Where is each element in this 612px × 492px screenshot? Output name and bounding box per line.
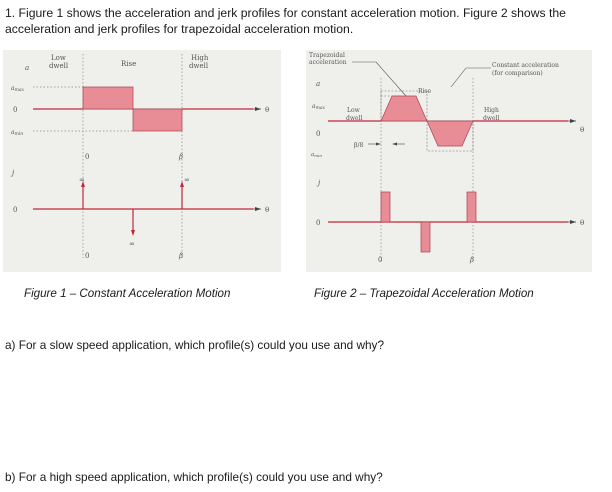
figure-1-background — [3, 50, 281, 272]
a-axis-label: a — [25, 64, 30, 72]
question-a: a) For a slow speed application, which profile(s) could you use and why? — [5, 338, 385, 352]
figure-1-plot — [3, 50, 281, 272]
infinity-label-2: ∞ — [129, 240, 135, 248]
jerk-pulse-3 — [467, 192, 476, 222]
theta-j-label: θ — [265, 206, 270, 214]
infinity-label-1: ∞ — [79, 176, 85, 184]
beta-tick-label: β — [470, 256, 475, 264]
high-dwell-label-2: dwell — [483, 115, 500, 122]
question-b: b) For a high speed application, which profile(s) could you use and why? — [5, 470, 383, 484]
j-axis-label: j — [12, 169, 15, 177]
figure-2-caption: Figure 2 – Trapezoidal Acceleration Motion — [314, 287, 534, 300]
figure-1-caption: Figure 1 – Constant Acceleration Motion — [24, 287, 231, 300]
zero-label: 0 — [316, 130, 321, 138]
high-dwell-label-1: High — [484, 107, 499, 114]
infinity-label-3: ∞ — [184, 176, 190, 184]
accel-positive-block — [83, 87, 133, 109]
zero-tick-label: 0 — [85, 153, 90, 161]
amax-label: amax — [11, 85, 25, 93]
a-axis-label: a — [316, 80, 321, 88]
jerk-pulse-2 — [421, 222, 430, 252]
constant-accel-label-1: Constant acceleration — [492, 62, 559, 69]
figure-1 — [3, 50, 281, 272]
zero-j-label: 0 — [13, 206, 18, 214]
figure-2-plot — [306, 50, 592, 272]
high-dwell-label-2: dwell — [189, 62, 209, 70]
zero-tick-label: 0 — [378, 256, 383, 264]
high-dwell-label-1: High — [191, 54, 209, 62]
theta-label: θ — [265, 106, 270, 114]
trapezoidal-label-2: acceleration — [309, 59, 347, 66]
zero-j-label: 0 — [316, 219, 321, 227]
accel-negative-block — [133, 109, 182, 131]
low-dwell-label-1: Low — [51, 54, 66, 62]
rise-label: Rise — [418, 88, 432, 95]
amin-label: amin — [311, 152, 322, 158]
j-axis-label: j — [318, 179, 321, 187]
intro-text: 1. Figure 1 shows the acceleration and jerk profiles for constant acceleration motion. Figure 2 shows the acceleration and jerk profiles for trapezoidal acceleration motion. — [5, 6, 566, 36]
low-dwell-label-1: Low — [347, 107, 360, 114]
constant-accel-label-2: (for comparison) — [492, 70, 543, 77]
beta-tick-j-label: β — [179, 252, 184, 260]
zero-label: 0 — [13, 106, 18, 114]
amax-label: amax — [312, 103, 326, 111]
jerk-pulse-1 — [381, 192, 390, 222]
trapezoidal-label-1: Trapezoidal — [309, 52, 345, 59]
figure-2 — [306, 50, 592, 272]
beta-tick-label: β — [179, 153, 184, 161]
rise-label: Rise — [121, 60, 137, 68]
low-dwell-label-2: dwell — [49, 62, 69, 70]
zero-tick-j-label: 0 — [85, 252, 90, 260]
figure-2-background — [306, 50, 592, 272]
beta-eighth-label: β/8 — [354, 142, 364, 149]
low-dwell-label-2: dwell — [346, 115, 363, 122]
theta-j-label: θ — [580, 219, 585, 227]
amin-label: amin — [11, 129, 24, 137]
theta-label: θ — [580, 126, 585, 134]
